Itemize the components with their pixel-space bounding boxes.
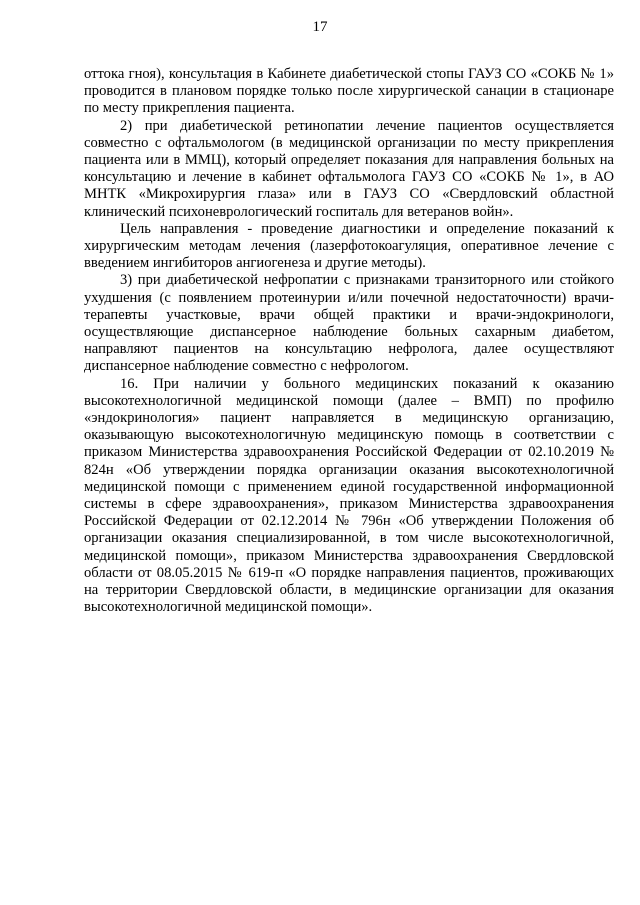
paragraph-retinopathy: 2) при диабетической ретинопатии лечение пациентов осуществляется совместно с офтальмологом (в медицинской организации по месту прикрепления пациента или в ММЦ), который определяет показания для направления больных на консультацию и лечение в кабинет офтальмолога ГАУЗ СО «СОКБ № 1», в АО МНТК «Микрохирургия глаза» или в ГАУЗ СО «Свердловский областной клинический психоневрологический госпиталь для ветеранов войн».: [84, 117, 614, 220]
page-number: 17: [312, 19, 328, 35]
paragraph-referral-goal: Цель направления - проведение диагностики и определение показаний к хирургическим методам лечения (лазерфотокоагуляция, оперативное лечение с введением ингибиторов ангиогенеза и другие методы).: [84, 220, 614, 272]
paragraph-nephropathy: 3) при диабетической нефропатии с признаками транзиторного или стойкого ухудшения (с появлением протеинурии и/или почечной недостаточности) врачи-терапевты участковые, врачи общей практики и врачи-эндокринологи, осуществляющие диспансерное наблюдение больных сахарным диабетом, направляют пациентов на консультацию нефролога, далее осуществляют диспансерное наблюдение совместно с нефрологом.: [84, 272, 614, 375]
paragraph-continuation: оттока гноя), консультация в Кабинете диабетической стопы ГАУЗ СО «СОКБ № 1» проводится в плановом порядке только после хирургической санации в стационаре по месту прикрепления пациента.: [84, 66, 614, 117]
document-body: [84, 66, 614, 617]
paragraph-section-16: 16. При наличии у больного медицинских показаний к оказанию высокотехнологичной медицинской помощи (далее – ВМП) по профилю «эндокринология» пациент направляется в медицинскую организацию, оказывающую высокотехнологичную медицинскую помощь в соответствии с приказом Министерства здравоохранения Российской Федерации от 02.10.2019 № 824н «Об утверждении порядка организации оказания высокотехнологичной медицинской помощи с применением единой государственной информационной системы в сфере здравоохранения», приказом Министерства здравоохранения Российской Федерации от 02.12.2014 № 796н «Об утверждении Положения об организации оказания специализированной, в том числе высокотехнологичной, медицинской помощи», приказом Министерства здравоохранения Свердловской области от 08.05.2015 № 619-п «О порядке направления пациентов, проживающих на территории Свердловской области, в медицинские организации для оказания высокотехнологичной медицинской помощи».: [84, 375, 614, 616]
